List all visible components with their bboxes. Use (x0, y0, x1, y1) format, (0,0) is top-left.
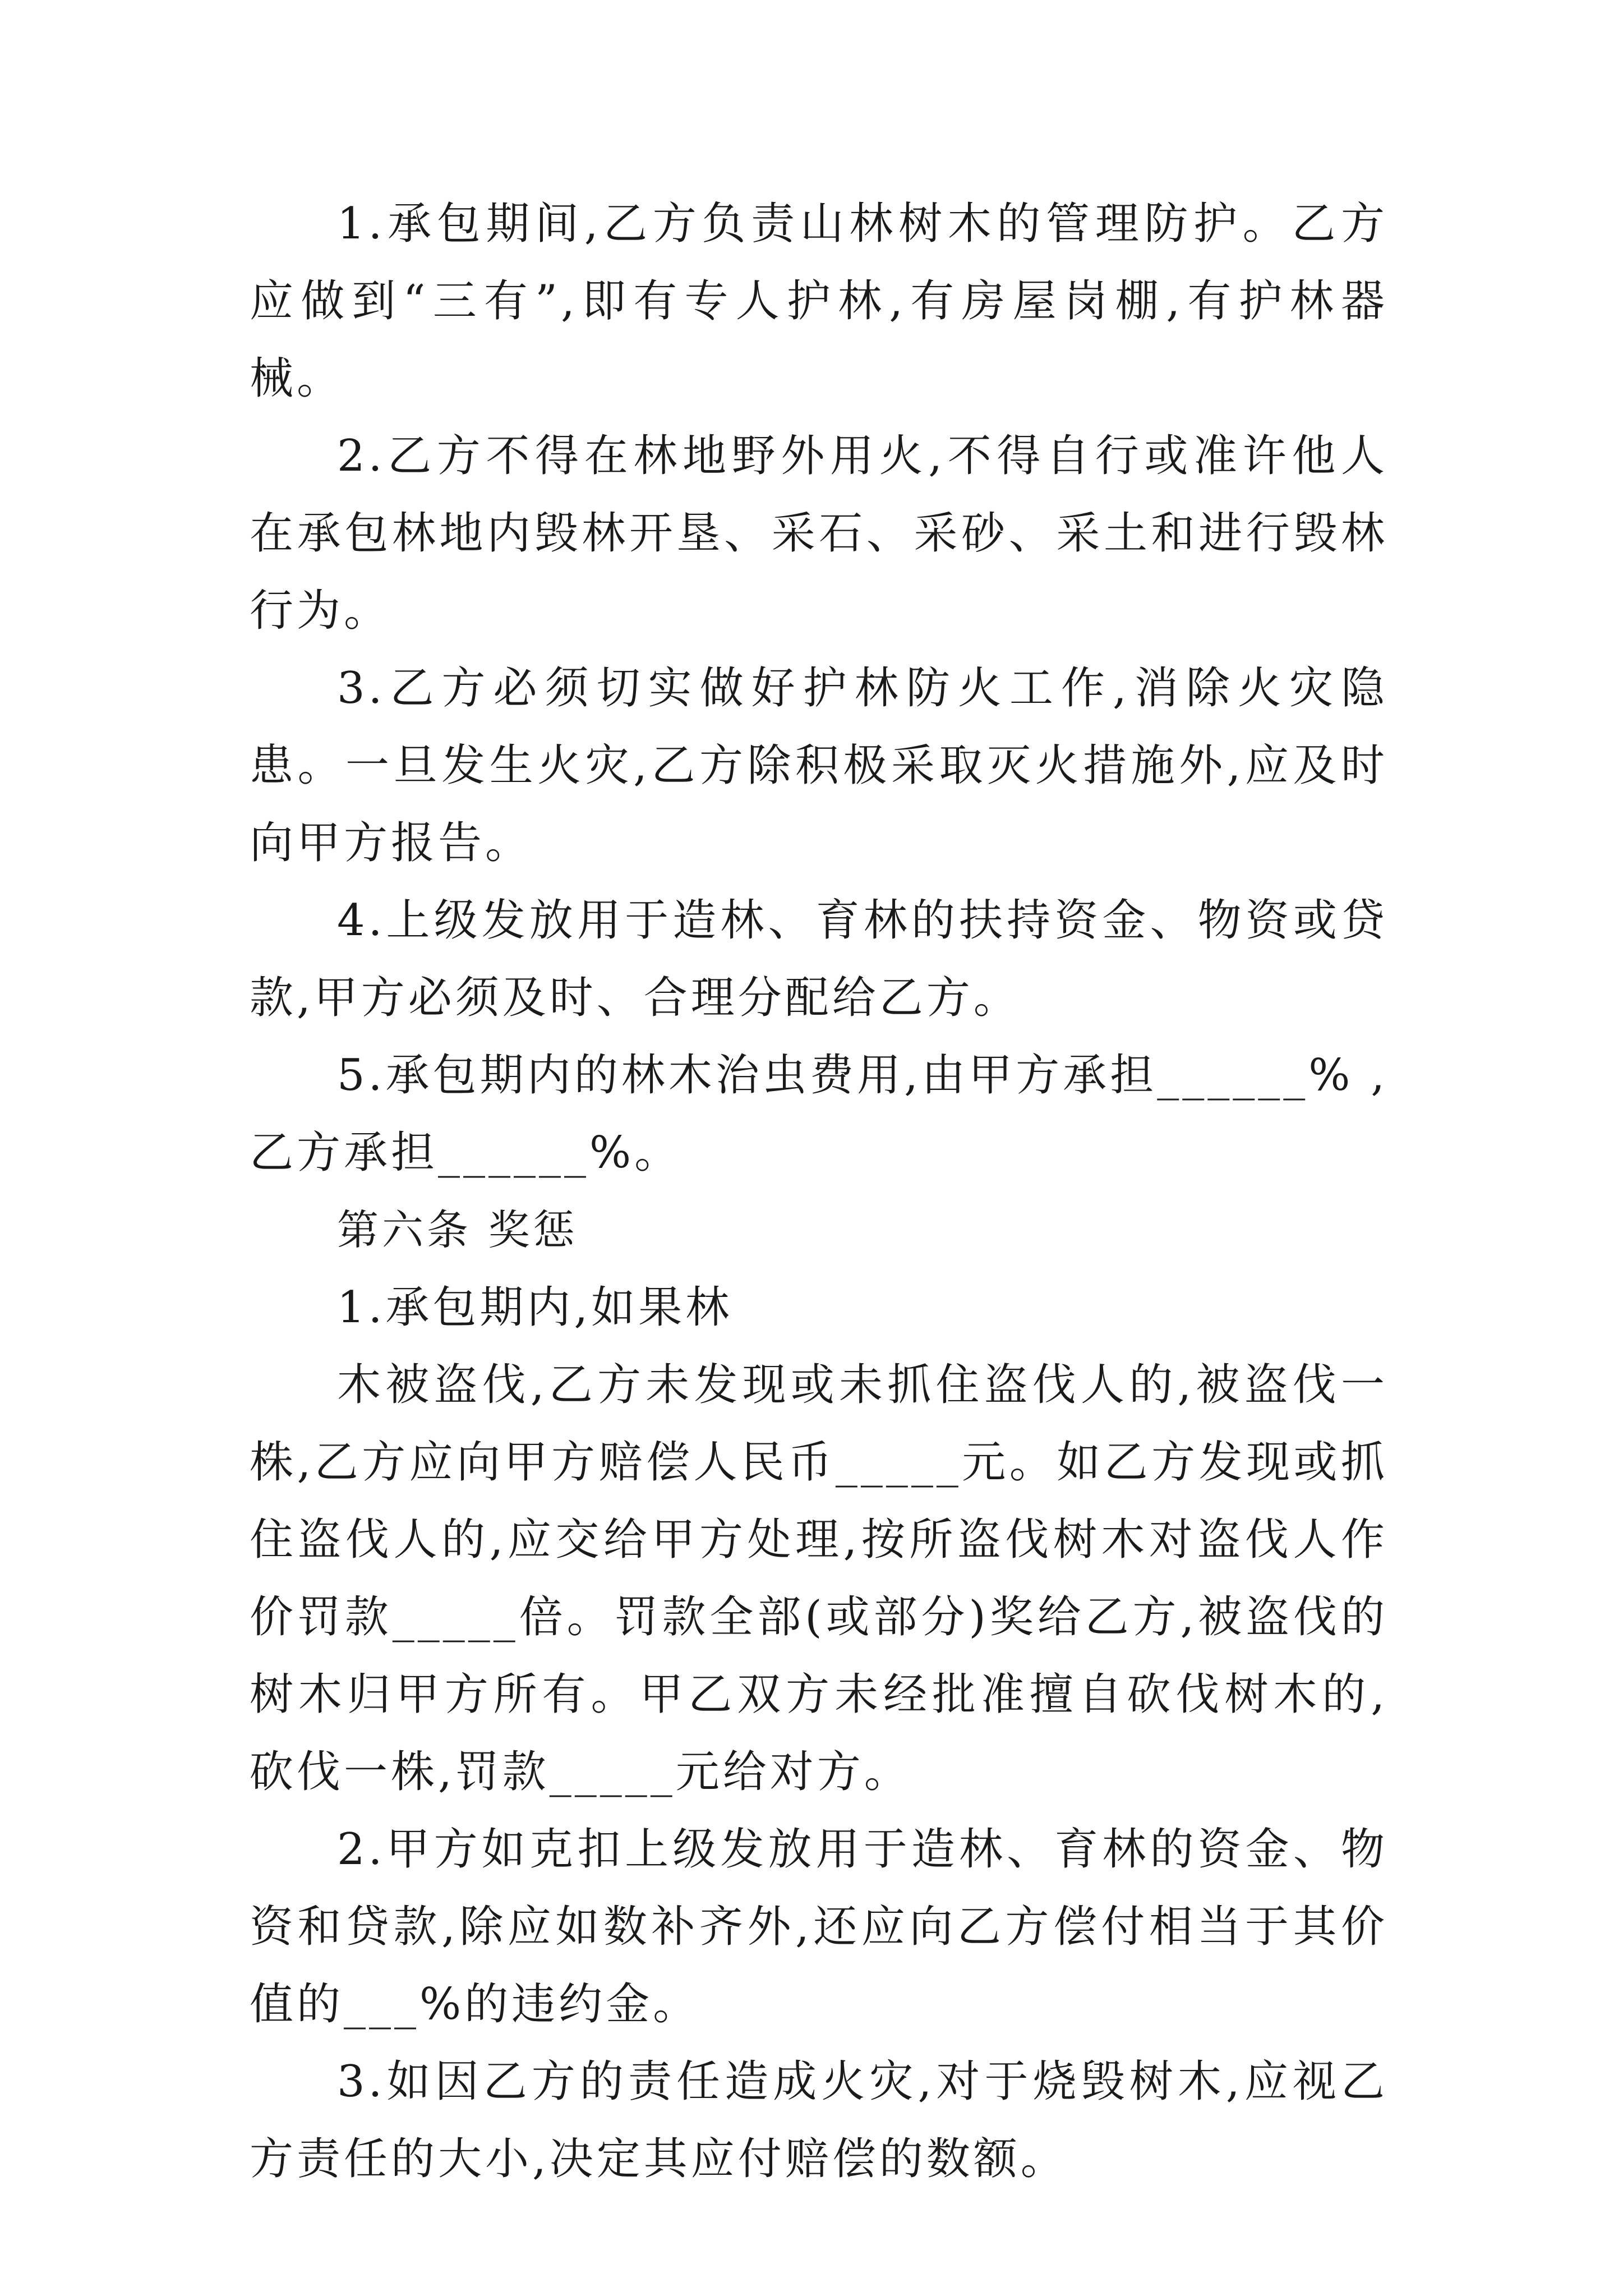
clause-2-no-fire-use: 2.乙方不得在林地野外用火,不得自行或准许他人在承包林地内毁林开垦、采石、采砂、采土和进行毁林行为。 (250, 431, 1388, 636)
reward-clause-3-fire-liability: 3.如因乙方的责任造成火灾,对于烧毁树木,应视乙方责任的大小,决定其应付赔偿的数额。 (250, 2056, 1388, 2184)
reward-clause-1-intro: 1.承包期内,如果林 (337, 1282, 733, 1333)
section-heading-rewards-penalties: 第六条 奖惩 (337, 1206, 578, 1254)
reward-clause-1-body: 木被盗伐,乙方未发现或未抓住盗伐人的,被盗伐一株,乙方应向甲方赔偿人民币_____元。如乙方发现或抓住盗伐人的,应交给甲方处理,按所盗伐树木对盗伐人作价罚款_____倍。罚款全部(或部分)奖给乙方,被盗伐的树木归甲方所有。甲乙双方未经批准擅自砍伐树木的,砍伐一株,罚款_____元给对方。 (250, 1360, 1388, 1797)
clause-3-fire-prevention: 3.乙方必须切实做好护林防火工作,消除火灾隐患。一旦发生火灾,乙方除积极采取灭火措施外,应及时向甲方报告。 (250, 663, 1388, 868)
clause-5-pest-cost: 5.承包期内的林木治虫费用,由甲方承担______% ,乙方承担______%。 (250, 1050, 1388, 1178)
clause-4-funding: 4.上级发放用于造林、育林的扶持资金、物资或贷款,甲方必须及时、合理分配给乙方。 (250, 895, 1388, 1023)
clause-1-management: 1.承包期间,乙方负责山林树木的管理防护。乙方应做到“三有”,即有专人护林,有房屋岗棚,有护林器械。 (250, 199, 1388, 404)
document-body (250, 185, 1388, 2198)
reward-clause-2-deduction: 2.甲方如克扣上级发放用于造林、育林的资金、物资和贷款,除应如数补齐外,还应向乙方偿付相当于其价值的___%的违约金。 (250, 1824, 1388, 2030)
